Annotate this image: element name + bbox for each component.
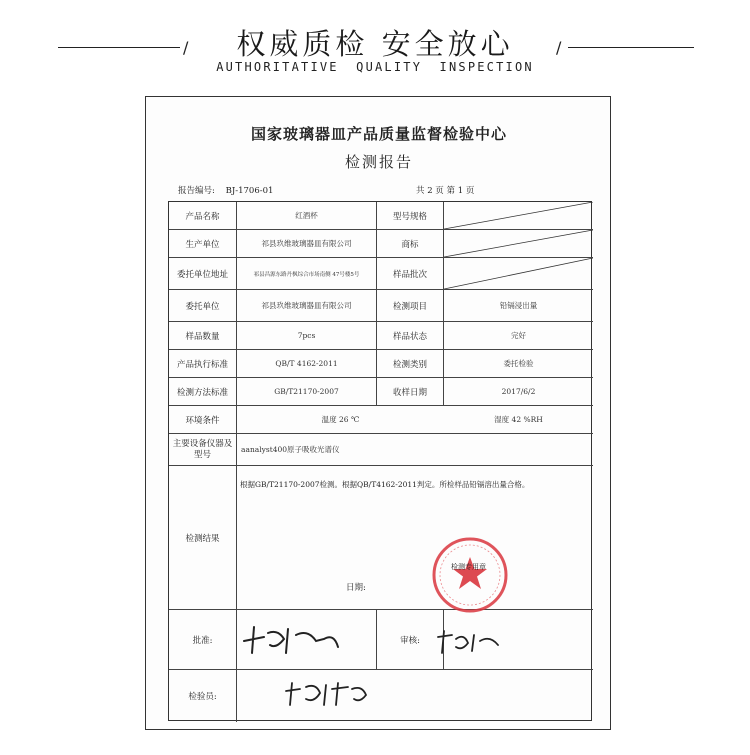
header-title: 权威质检 安全放心 xyxy=(236,27,514,61)
sample-qty-value: 7pcs xyxy=(237,322,377,350)
client-address-value: 祁县昌源东路丹枫综合市场南侧 47号楼5号 xyxy=(237,258,377,290)
page-info: 共 2 页 第 1 页 xyxy=(416,186,475,196)
batch-label: 样品批次 xyxy=(377,258,444,290)
report-document xyxy=(145,96,611,730)
test-item-value: 铅镉浸出量 xyxy=(444,290,593,322)
report-number xyxy=(178,184,273,196)
reviewer-signature xyxy=(434,627,504,657)
method-value: GB/T21170-2007 xyxy=(237,378,377,406)
client-address-label: 委托单位地址 xyxy=(169,258,237,290)
standard-value: QB/T 4162-2011 xyxy=(237,350,377,378)
cross-out-line xyxy=(444,230,593,258)
report-table xyxy=(168,201,592,721)
standard-label: 产品执行标准 xyxy=(169,350,237,378)
environment-temperature: 温度 26 ℃ xyxy=(237,406,444,434)
approver-signature xyxy=(238,619,348,659)
header-left-rule xyxy=(58,47,180,48)
product-name-label: 产品名称 xyxy=(169,202,237,230)
model-label: 型号规格 xyxy=(377,202,444,230)
sample-state-label: 样品状态 xyxy=(377,322,444,350)
receive-date-label: 收样日期 xyxy=(377,378,444,406)
test-type-label: 检测类别 xyxy=(377,350,444,378)
header-right-rule xyxy=(568,47,694,48)
environment-label: 环境条件 xyxy=(169,406,237,434)
receive-date-value: 2017/6/2 xyxy=(444,378,593,406)
client-value: 祁县玖维玻璃器皿有限公司 xyxy=(237,290,377,322)
producer-label: 生产单位 xyxy=(169,230,237,258)
review-label: 审核: xyxy=(377,610,444,670)
report-number-value: BJ-1706-01 xyxy=(225,186,274,196)
approve-label: 批准: xyxy=(169,610,237,670)
document-org: 国家玻璃器皿产品质量监督检验中心 xyxy=(250,125,507,143)
client-label: 委托单位 xyxy=(169,290,237,322)
brand-label: 商标 xyxy=(377,230,444,258)
brand-value-crossed xyxy=(444,230,593,258)
model-value-crossed xyxy=(444,202,593,230)
header-left-slash: / xyxy=(183,38,189,57)
inspector-signature xyxy=(280,677,370,709)
sample-state-value: 完好 xyxy=(444,322,593,350)
official-seal-stamp xyxy=(430,535,510,615)
equipment-value: aanalyst400原子吸收光谱仪 xyxy=(237,434,593,466)
result-label: 检测结果 xyxy=(169,466,237,610)
producer-value: 祁县玖维玻璃器皿有限公司 xyxy=(237,230,377,258)
product-name-value: 红酒杯 xyxy=(237,202,377,230)
date-label: 日期: xyxy=(346,583,366,593)
equipment-label: 主要设备仪器及型号 xyxy=(169,434,237,466)
inspector-label: 检验员: xyxy=(169,670,237,722)
header-subtitle: AUTHORITATIVE QUALITY INSPECTION xyxy=(216,60,534,74)
seal-caption: 检测专用章 xyxy=(451,563,486,571)
test-type-value: 委托检验 xyxy=(444,350,593,378)
result-text: 根据GB/T21170-2007检测。根据QB/T4162-2011判定。所检样品铅镉溶出量合格。 xyxy=(240,480,530,489)
batch-value-crossed xyxy=(444,258,593,290)
cross-out-line xyxy=(444,202,593,230)
environment-humidity: 湿度 42 %RH xyxy=(444,406,593,434)
cross-out-line xyxy=(444,258,593,290)
header-right-slash: / xyxy=(556,38,562,57)
method-label: 检测方法标准 xyxy=(169,378,237,406)
document-title: 检测报告 xyxy=(344,153,413,171)
sample-qty-label: 样品数量 xyxy=(169,322,237,350)
report-number-label: 报告编号: xyxy=(178,186,215,196)
test-item-label: 检测项目 xyxy=(377,290,444,322)
